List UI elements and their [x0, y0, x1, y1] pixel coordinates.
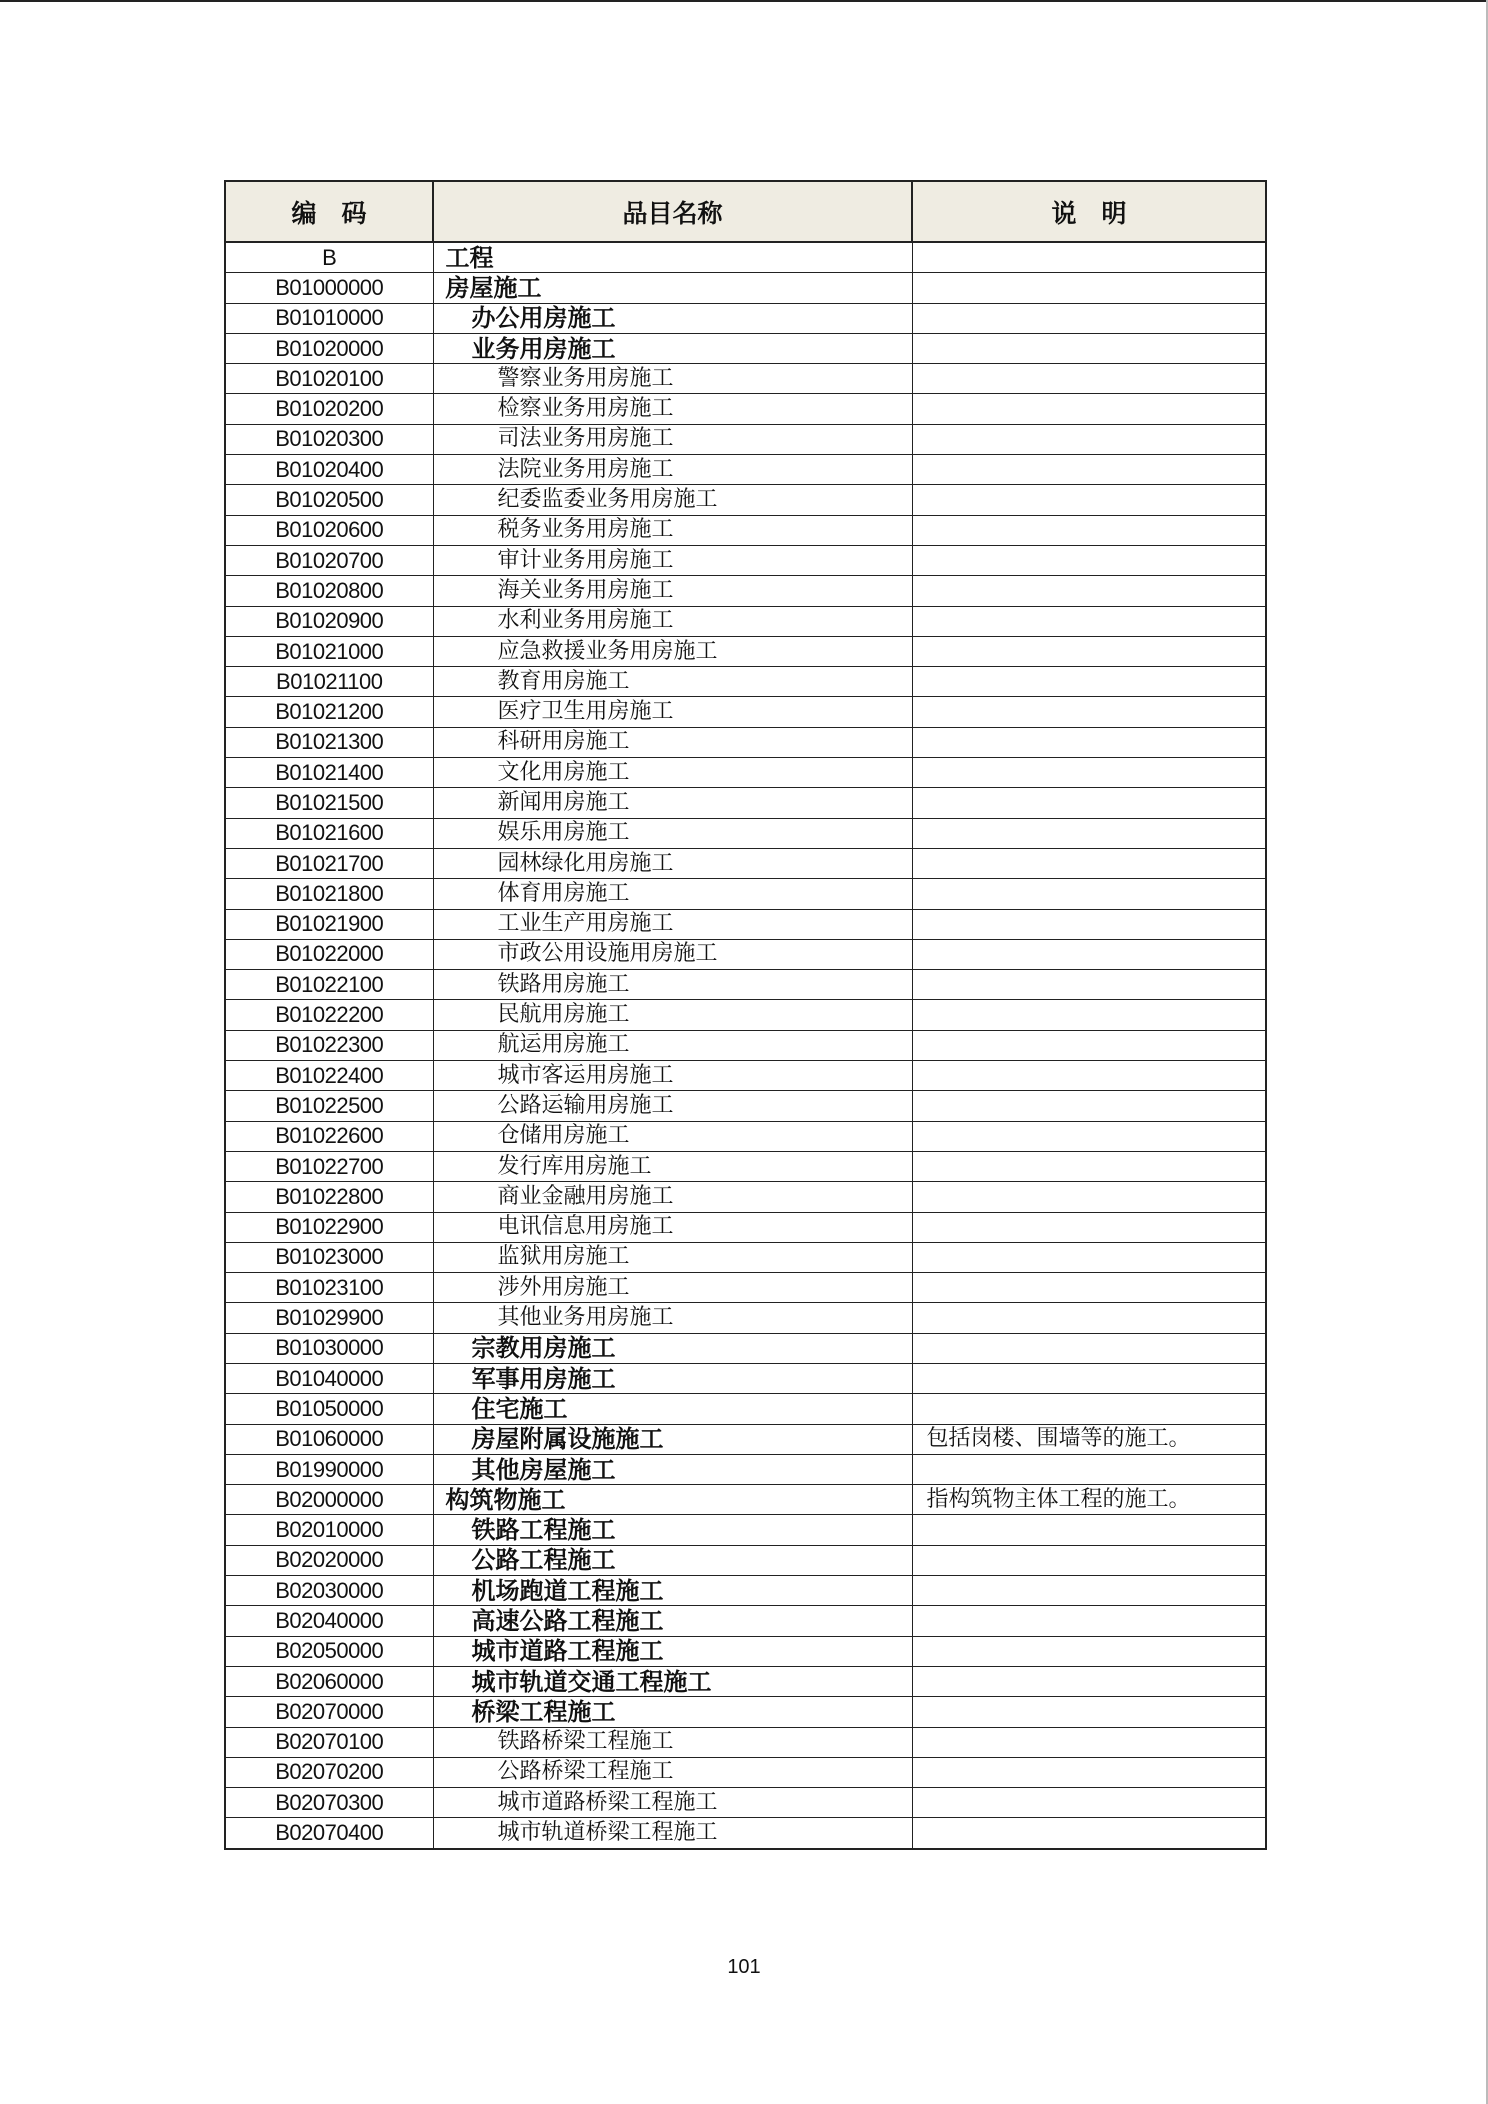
item-note — [912, 1000, 1266, 1030]
item-name: 铁路桥梁工程施工 — [433, 1727, 912, 1757]
table-row — [225, 1091, 1266, 1121]
item-note — [912, 1242, 1266, 1272]
item-note — [912, 1303, 1266, 1333]
item-code: B02020000 — [225, 1545, 433, 1575]
item-code: B01022900 — [225, 1212, 433, 1242]
top-border-line — [0, 0, 1488, 2]
table-header — [225, 181, 1266, 242]
table-row — [225, 1363, 1266, 1393]
item-code: B01020000 — [225, 333, 433, 363]
table-row — [225, 606, 1266, 636]
table-row — [225, 1000, 1266, 1030]
item-note — [912, 667, 1266, 697]
item-code: B01022300 — [225, 1030, 433, 1060]
table-row — [225, 1394, 1266, 1424]
table-row — [225, 1485, 1266, 1515]
table-row — [225, 758, 1266, 788]
item-note — [912, 1061, 1266, 1091]
item-note — [912, 394, 1266, 424]
item-note — [912, 788, 1266, 818]
table-row — [225, 1666, 1266, 1696]
item-name: 体育用房施工 — [433, 879, 912, 909]
table-row — [225, 1636, 1266, 1666]
item-name: 城市客运用房施工 — [433, 1061, 912, 1091]
item-name: 公路桥梁工程施工 — [433, 1757, 912, 1787]
item-code: B02070100 — [225, 1727, 433, 1757]
table-row — [225, 1242, 1266, 1272]
table-row — [225, 333, 1266, 363]
item-note — [912, 1818, 1266, 1849]
table-row — [225, 727, 1266, 757]
item-code: B — [225, 242, 433, 273]
item-name: 其他业务用房施工 — [433, 1303, 912, 1333]
item-name: 税务业务用房施工 — [433, 515, 912, 545]
item-name: 司法业务用房施工 — [433, 424, 912, 454]
table-row — [225, 879, 1266, 909]
item-name: 桥梁工程施工 — [433, 1697, 912, 1727]
item-note — [912, 1545, 1266, 1575]
item-code: B01060000 — [225, 1424, 433, 1454]
page-number: 101 — [727, 1956, 761, 1978]
item-name: 公路工程施工 — [433, 1545, 912, 1575]
table-row — [225, 1061, 1266, 1091]
catalog-table — [224, 180, 1267, 1850]
item-name: 办公用房施工 — [433, 303, 912, 333]
item-note — [912, 1697, 1266, 1727]
table-body — [225, 242, 1266, 1849]
table-row — [225, 818, 1266, 848]
item-note — [912, 1091, 1266, 1121]
item-code: B01020900 — [225, 606, 433, 636]
table-row — [225, 1515, 1266, 1545]
table-row — [225, 545, 1266, 575]
table-row — [225, 1545, 1266, 1575]
item-note — [912, 1151, 1266, 1181]
item-note — [912, 576, 1266, 606]
item-code: B02070000 — [225, 1697, 433, 1727]
item-name: 房屋施工 — [433, 273, 912, 303]
table-row — [225, 485, 1266, 515]
item-name: 仓储用房施工 — [433, 1121, 912, 1151]
item-code: B02010000 — [225, 1515, 433, 1545]
item-code: B01021400 — [225, 758, 433, 788]
item-code: B01000000 — [225, 273, 433, 303]
item-note — [912, 1121, 1266, 1151]
item-note — [912, 727, 1266, 757]
item-code: B01020200 — [225, 394, 433, 424]
item-name: 航运用房施工 — [433, 1030, 912, 1060]
item-note — [912, 1757, 1266, 1787]
item-code: B01021700 — [225, 848, 433, 878]
item-name: 构筑物施工 — [433, 1485, 912, 1515]
item-name: 纪委监委业务用房施工 — [433, 485, 912, 515]
table-row — [225, 1151, 1266, 1181]
item-note — [912, 1636, 1266, 1666]
item-code: B01040000 — [225, 1363, 433, 1393]
item-name: 发行库用房施工 — [433, 1151, 912, 1181]
item-name: 机场跑道工程施工 — [433, 1576, 912, 1606]
table-row — [225, 394, 1266, 424]
table-row — [225, 1697, 1266, 1727]
table-row — [225, 1182, 1266, 1212]
item-code: B02060000 — [225, 1666, 433, 1696]
item-name: 工程 — [433, 242, 912, 273]
item-code: B01021800 — [225, 879, 433, 909]
table-row — [225, 939, 1266, 969]
item-name: 应急救援业务用房施工 — [433, 636, 912, 666]
item-name: 高速公路工程施工 — [433, 1606, 912, 1636]
item-code: B02000000 — [225, 1485, 433, 1515]
item-note — [912, 879, 1266, 909]
item-note — [912, 1454, 1266, 1484]
item-note — [912, 1727, 1266, 1757]
item-name: 市政公用设施用房施工 — [433, 939, 912, 969]
item-note — [912, 515, 1266, 545]
item-name: 医疗卫生用房施工 — [433, 697, 912, 727]
item-note — [912, 1515, 1266, 1545]
item-name: 工业生产用房施工 — [433, 909, 912, 939]
item-note — [912, 273, 1266, 303]
item-name: 检察业务用房施工 — [433, 394, 912, 424]
table-row — [225, 1818, 1266, 1849]
table-row — [225, 1212, 1266, 1242]
item-note — [912, 818, 1266, 848]
table-row — [225, 1788, 1266, 1818]
item-note: 包括岗楼、围墙等的施工。 — [912, 1424, 1266, 1454]
item-code: B02070300 — [225, 1788, 433, 1818]
table-row — [225, 1121, 1266, 1151]
table-row — [225, 515, 1266, 545]
table-row — [225, 848, 1266, 878]
item-code: B01022200 — [225, 1000, 433, 1030]
item-name: 城市道路桥梁工程施工 — [433, 1788, 912, 1818]
item-code: B01022600 — [225, 1121, 433, 1151]
item-name: 其他房屋施工 — [433, 1454, 912, 1484]
table-row — [225, 970, 1266, 1000]
item-name: 科研用房施工 — [433, 727, 912, 757]
table-row — [225, 1303, 1266, 1333]
item-code: B01020100 — [225, 364, 433, 394]
table-row — [225, 303, 1266, 333]
item-code: B01020400 — [225, 455, 433, 485]
item-code: B01021600 — [225, 818, 433, 848]
item-name: 房屋附属设施施工 — [433, 1424, 912, 1454]
item-code: B01023100 — [225, 1273, 433, 1303]
item-code: B01021300 — [225, 727, 433, 757]
item-name: 业务用房施工 — [433, 333, 912, 363]
item-code: B02030000 — [225, 1576, 433, 1606]
table-row — [225, 364, 1266, 394]
table-row — [225, 1030, 1266, 1060]
item-name: 铁路工程施工 — [433, 1515, 912, 1545]
item-note — [912, 1333, 1266, 1363]
table-row — [225, 242, 1266, 273]
table-row — [225, 1424, 1266, 1454]
item-note — [912, 545, 1266, 575]
item-code: B01020600 — [225, 515, 433, 545]
item-code: B02040000 — [225, 1606, 433, 1636]
item-note — [912, 758, 1266, 788]
table-row — [225, 1576, 1266, 1606]
item-note — [912, 1273, 1266, 1303]
header-name: 品目名称 — [433, 181, 912, 242]
table-row — [225, 455, 1266, 485]
item-code: B01010000 — [225, 303, 433, 333]
item-name: 电讯信息用房施工 — [433, 1212, 912, 1242]
item-note — [912, 424, 1266, 454]
item-code: B01021100 — [225, 667, 433, 697]
item-name: 园林绿化用房施工 — [433, 848, 912, 878]
item-name: 城市轨道桥梁工程施工 — [433, 1818, 912, 1849]
item-name: 宗教用房施工 — [433, 1333, 912, 1363]
table-row — [225, 576, 1266, 606]
item-code: B01022100 — [225, 970, 433, 1000]
item-code: B01020700 — [225, 545, 433, 575]
item-name: 水利业务用房施工 — [433, 606, 912, 636]
table-row — [225, 273, 1266, 303]
item-note — [912, 485, 1266, 515]
item-note — [912, 909, 1266, 939]
item-name: 海关业务用房施工 — [433, 576, 912, 606]
item-note — [912, 1576, 1266, 1606]
item-note — [912, 242, 1266, 273]
header-note: 说 明 — [912, 181, 1266, 242]
item-code: B01022400 — [225, 1061, 433, 1091]
item-code: B01021500 — [225, 788, 433, 818]
item-code: B01022500 — [225, 1091, 433, 1121]
item-name: 文化用房施工 — [433, 758, 912, 788]
item-note — [912, 1606, 1266, 1636]
item-note — [912, 848, 1266, 878]
item-note — [912, 455, 1266, 485]
item-name: 教育用房施工 — [433, 667, 912, 697]
item-note — [912, 1182, 1266, 1212]
item-code: B01029900 — [225, 1303, 433, 1333]
item-name: 新闻用房施工 — [433, 788, 912, 818]
item-name: 城市道路工程施工 — [433, 1636, 912, 1666]
item-code: B02070200 — [225, 1757, 433, 1787]
item-name: 娱乐用房施工 — [433, 818, 912, 848]
item-note — [912, 697, 1266, 727]
item-note — [912, 333, 1266, 363]
item-code: B01023000 — [225, 1242, 433, 1272]
item-code: B01020300 — [225, 424, 433, 454]
item-note — [912, 1030, 1266, 1060]
item-code: B01022800 — [225, 1182, 433, 1212]
item-code: B01022000 — [225, 939, 433, 969]
item-name: 商业金融用房施工 — [433, 1182, 912, 1212]
item-note — [912, 1666, 1266, 1696]
item-name: 监狱用房施工 — [433, 1242, 912, 1272]
item-code: B02050000 — [225, 1636, 433, 1666]
item-note — [912, 636, 1266, 666]
table-row — [225, 1333, 1266, 1363]
item-code: B01020800 — [225, 576, 433, 606]
item-note: 指构筑物主体工程的施工。 — [912, 1485, 1266, 1515]
table-row — [225, 1273, 1266, 1303]
item-name: 公路运输用房施工 — [433, 1091, 912, 1121]
item-note — [912, 1788, 1266, 1818]
header-code: 编 码 — [225, 181, 433, 242]
item-code: B01022700 — [225, 1151, 433, 1181]
item-name: 军事用房施工 — [433, 1363, 912, 1393]
item-code: B02070400 — [225, 1818, 433, 1849]
table-row — [225, 424, 1266, 454]
item-code: B01050000 — [225, 1394, 433, 1424]
table-row — [225, 667, 1266, 697]
item-name: 法院业务用房施工 — [433, 455, 912, 485]
table-row — [225, 1727, 1266, 1757]
item-note — [912, 606, 1266, 636]
item-note — [912, 1394, 1266, 1424]
item-code: B01021000 — [225, 636, 433, 666]
table-row — [225, 1606, 1266, 1636]
table-row — [225, 788, 1266, 818]
item-code: B01990000 — [225, 1454, 433, 1484]
item-code: B01020500 — [225, 485, 433, 515]
item-note — [912, 970, 1266, 1000]
item-note — [912, 1212, 1266, 1242]
item-note — [912, 939, 1266, 969]
item-name: 住宅施工 — [433, 1394, 912, 1424]
item-code: B01021200 — [225, 697, 433, 727]
item-note — [912, 364, 1266, 394]
item-name: 城市轨道交通工程施工 — [433, 1666, 912, 1696]
item-note — [912, 303, 1266, 333]
item-name: 警察业务用房施工 — [433, 364, 912, 394]
item-name: 审计业务用房施工 — [433, 545, 912, 575]
item-note — [912, 1363, 1266, 1393]
table-row — [225, 1454, 1266, 1484]
item-code: B01021900 — [225, 909, 433, 939]
header-row — [225, 181, 1266, 242]
item-code: B01030000 — [225, 1333, 433, 1363]
table-row — [225, 909, 1266, 939]
item-name: 民航用房施工 — [433, 1000, 912, 1030]
item-name: 涉外用房施工 — [433, 1273, 912, 1303]
item-name: 铁路用房施工 — [433, 970, 912, 1000]
table-row — [225, 1757, 1266, 1787]
table-row — [225, 636, 1266, 666]
table-row — [225, 697, 1266, 727]
